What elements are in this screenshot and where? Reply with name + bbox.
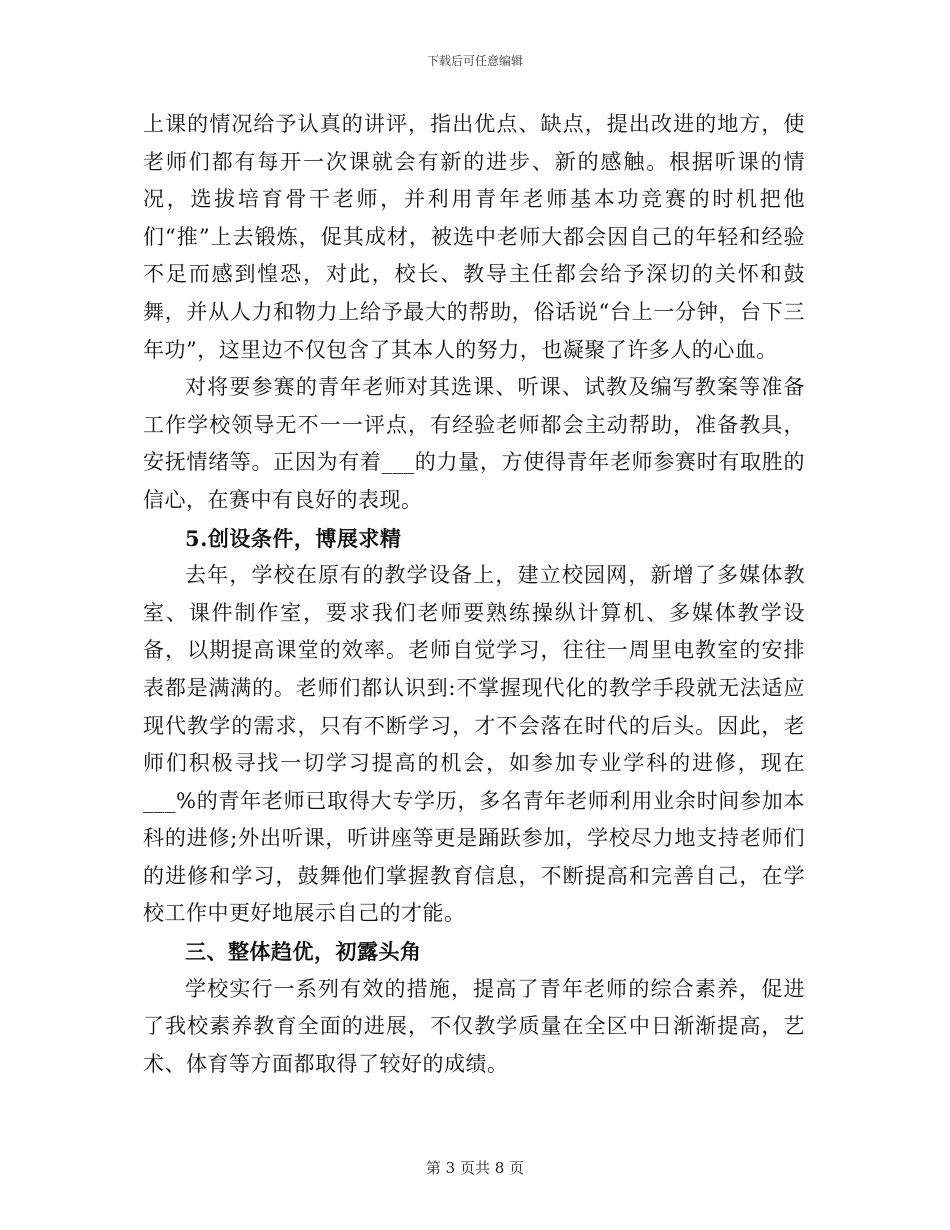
document-body	[143, 106, 805, 1083]
page-footer: 第 3 页共 8 页	[425, 1159, 525, 1177]
paragraph-3: 去年，学校在原有的教学设备上，建立校园网，新增了多媒体教室、课件制作室，要求我们老师要熟练操纵计算机、多媒体教学设备，以期提高课堂的效率。老师自觉学习，往往一周里电教室的安排表都是满满的。老师们都认识到:不掌握现代化的教学手段就无法适应现代教学的需求，只有不断学习，才不会落在时代的后头。因此，老师们积极寻找一切学习提高的机会，如参加专业学科的进修，现在___%的青年老师已取得大专学历，多名青年老师利用业余时间参加本科的进修;外出听课，听讲座等更是踊跃参加，学校尽力地支持老师们的进修和学习，鼓舞他们掌握教育信息，不断提高和完善自己，在学校工作中更好地展示自己的才能。	[143, 563, 805, 926]
section-heading-3: 三、整体趋优，初露头角	[185, 939, 422, 965]
page-header: 下载后可任意编辑	[426, 54, 523, 68]
paragraph-4: 学校实行一系列有效的措施，提高了青年老师的综合素养，促进了我校素养教育全面的进展，不仅教学质量在全区中日渐渐提高，艺术、体育等方面都取得了较好的成绩。	[143, 976, 805, 1076]
paragraph-1: 上课的情况给予认真的讲评，指出优点、缺点，提出改进的地方，使老师们都有每开一次课就会有新的进步、新的感触。根据听课的情况，选拔培育骨干老师，并利用青年老师基本功竞赛的时机把他们“推”上去锻炼，促其成材，被选中老师大都会因自己的年轻和经验不足而感到惶恐，对此，校长、教导主任都会给予深切的关怀和鼓舞，并从人力和物力上给予最大的帮助，俗话说“台上一分钟，台下三年功”，这里边不仅包含了其本人的努力，也凝聚了许多人的心血。	[143, 112, 805, 362]
section-heading-5: 5.创设条件，博展求精	[185, 525, 402, 551]
paragraph-2: 对将要参赛的青年老师对其选课、听课、试教及编写教案等准备工作学校领导无不一一评点，有经验老师都会主动帮助，准备教具，安抚情绪等。正因为有着___的力量，方使得青年老师参赛时有取胜的信心，在赛中有良好的表现。	[143, 375, 805, 512]
